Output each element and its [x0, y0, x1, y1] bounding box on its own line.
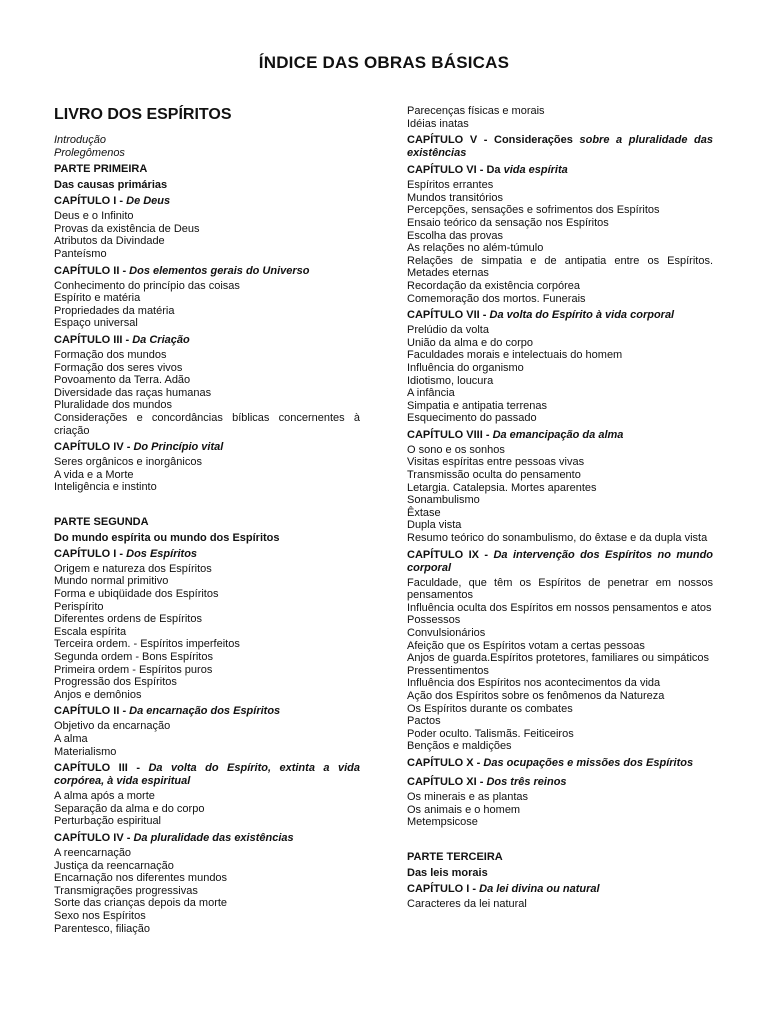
- chapter-items: [407, 324, 717, 425]
- chapter-heading: CAPÍTULO I - Dos Espíritos: [54, 547, 198, 560]
- list-item: Faculdade, que têm os Espíritos de penetrar em nossos pensamentos: [407, 576, 713, 602]
- list-item: Diversidade das raças humanas: [54, 386, 212, 399]
- list-item: Deus e o Infinito: [54, 210, 134, 223]
- list-item: Transmissão oculta do pensamento: [407, 469, 581, 482]
- chapter-items: [407, 791, 717, 829]
- list-item: Materialismo: [54, 745, 117, 758]
- list-item: Anjos de guarda.Espíritos protetores, familiares ou simpáticos: [407, 652, 710, 665]
- chapter-name: Da emancipação da alma: [492, 428, 624, 441]
- page-title: ÍNDICE DAS OBRAS BÁSICAS: [258, 53, 510, 72]
- chapter-name: Da pluralidade das existências: [133, 831, 294, 844]
- chapter-name: Da lei divina ou natural: [479, 882, 600, 895]
- list-item: Anjos e demônios: [54, 688, 142, 701]
- chapter-items: [407, 898, 717, 911]
- chapter-items: [54, 210, 364, 260]
- chapter-items: [407, 444, 717, 545]
- list-item: Considerações e concordâncias bíblicas concernentes à criação: [54, 411, 360, 437]
- chapter-name: De Deus: [126, 195, 171, 208]
- list-item: Os animais e o homem: [407, 803, 521, 816]
- chapter-heading: CAPÍTULO VIII - Da emancipação da alma: [407, 428, 624, 441]
- list-item: Mundos transitórios: [407, 191, 503, 204]
- list-item: Faculdades morais e intelectuais do homem: [407, 349, 623, 362]
- list-item: Possessos: [407, 614, 461, 627]
- chapter-label: CAPÍTULO V: [407, 134, 478, 147]
- chapter-name: Dos elementos gerais do Universo: [129, 264, 310, 277]
- list-item: As relações no além-túmulo: [407, 242, 544, 255]
- part-subtitle: Do mundo espírita ou mundo dos Espíritos: [54, 531, 280, 544]
- list-item: A infância: [407, 387, 455, 400]
- left-column: [54, 106, 364, 935]
- chapter-heading: CAPÍTULO XI - Dos três reinos: [407, 775, 567, 788]
- list-item: Caracteres da lei natural: [407, 897, 527, 910]
- list-item: Formação dos seres vivos: [54, 361, 183, 374]
- list-item: Idéias inatas: [407, 117, 469, 130]
- part-title: PARTE SEGUNDA: [54, 515, 149, 528]
- list-item: A alma após a morte: [54, 790, 155, 803]
- list-item: Terceira ordem. - Espíritos imperfeitos: [54, 638, 240, 651]
- list-item: Influência oculta dos Espíritos em nossos pensamentos e atos: [407, 601, 712, 614]
- list-item: União da alma e do corpo: [407, 336, 533, 349]
- list-item: Seres orgânicos e inorgânicos: [54, 456, 202, 469]
- list-item: Influência dos Espíritos nos acontecimentos da vida: [407, 677, 661, 690]
- list-item: Ensaio teórico da sensação nos Espíritos: [407, 216, 609, 229]
- list-item: Comemoração dos mortos. Funerais: [407, 292, 586, 305]
- part-subtitle: Das leis morais: [407, 866, 488, 879]
- list-item: Escala espírita: [54, 625, 127, 638]
- list-item: Prelúdio da volta: [407, 324, 489, 337]
- list-item: Sorte das crianças depois da morte: [54, 897, 228, 910]
- chapter-label: CAPÍTULO II: [54, 264, 120, 277]
- list-item: Povoamento da Terra. Adão: [54, 374, 191, 387]
- chapter-items: [54, 280, 364, 330]
- chapter-label: CAPÍTULO IV: [54, 441, 124, 454]
- chapter-label: CAPÍTULO VIII: [407, 428, 483, 441]
- chapter-items: [54, 790, 364, 828]
- chapter-heading: CAPÍTULO I - De Deus: [54, 195, 171, 208]
- list-item: Espaço universal: [54, 317, 138, 330]
- chapter-label: CAPÍTULO II: [54, 705, 120, 718]
- chapter-items: [54, 456, 364, 494]
- chapter-label: CAPÍTULO I: [54, 547, 117, 560]
- list-item: Visitas espíritas entre pessoas vivas: [407, 456, 585, 469]
- chapter-name: Da encarnação dos Espíritos: [129, 705, 281, 718]
- list-item: Relações de simpatia e de antipatia entre os Espíritos. Metades eternas: [407, 254, 713, 280]
- part-subtitle: Das causas primárias: [54, 179, 168, 192]
- list-item: Propriedades da matéria: [54, 304, 175, 317]
- chapter-name: vida espírita: [503, 164, 568, 177]
- chapter-label: CAPÍTULO IV: [54, 831, 124, 844]
- chapter-heading: CAPÍTULO II - Dos elementos gerais do Universo: [54, 264, 310, 277]
- list-item: Transmigrações progressivas: [54, 884, 198, 897]
- list-item: Êxtase: [407, 506, 441, 519]
- list-item: Origem e natureza dos Espíritos: [54, 562, 212, 575]
- chapter-name: sobre a pluralidade das existências: [407, 134, 713, 160]
- chapter-items: [54, 847, 364, 935]
- chapter-items: [54, 349, 364, 437]
- list-item: Progressão dos Espíritos: [54, 676, 177, 689]
- list-item: Os Espíritos durante os combates: [407, 702, 573, 715]
- list-item: Mundo normal primitivo: [54, 575, 169, 588]
- chapter-label: CAPÍTULO X: [407, 756, 474, 769]
- chapter-items: [54, 720, 364, 758]
- chapter-label: CAPÍTULO VI: [407, 164, 477, 177]
- list-item: Formação dos mundos: [54, 348, 167, 361]
- chapter-name: Dos três reinos: [486, 775, 567, 788]
- chapter-name: Da intervenção dos Espíritos no mundo corporal: [407, 548, 714, 574]
- list-item: Parecenças físicas e morais: [407, 105, 545, 117]
- chapter-heading: CAPÍTULO V - Considerações sobre a pluralidade das existências: [407, 134, 713, 160]
- list-item: Conhecimento do princípio das coisas: [54, 279, 240, 292]
- chapter-heading: CAPÍTULO IX - Da intervenção dos Espíritos no mundo corporal: [407, 548, 714, 574]
- list-item: Justiça da reencarnação: [54, 859, 174, 872]
- chapter-name: Da volta do Espírito, extinta a vida corpórea, à vida espiritual: [54, 762, 360, 788]
- chapter-label: CAPÍTULO III: [54, 762, 128, 775]
- list-item: Segunda ordem - Bons Espíritos: [54, 651, 213, 664]
- list-item: Os minerais e as plantas: [407, 790, 529, 803]
- chapter-heading: CAPÍTULO III - Da Criação: [54, 333, 190, 346]
- list-item: Primeira ordem - Espíritos puros: [54, 663, 213, 676]
- chapter-label: CAPÍTULO I: [54, 195, 117, 208]
- list-item: Encarnação nos diferentes mundos: [54, 872, 228, 885]
- intro-list: [54, 134, 364, 159]
- list-item: Pactos: [407, 715, 441, 728]
- list-item: Dupla vista: [407, 519, 462, 532]
- chapter-name: Do Princípio vital: [133, 441, 224, 454]
- list-item: A alma: [54, 733, 88, 745]
- list-item: Panteísmo: [54, 247, 107, 260]
- list-item: Simpatia e antipatia terrenas: [407, 399, 548, 412]
- list-item: Sexo nos Espíritos: [54, 909, 146, 922]
- list-item: Sonambulismo: [407, 494, 480, 507]
- list-item: A reencarnação: [54, 846, 132, 859]
- list-item: Separação da alma e do corpo: [54, 802, 205, 815]
- list-item: Idiotismo, loucura: [407, 374, 494, 387]
- part-title: PARTE TERCEIRA: [407, 850, 503, 863]
- list-item: Espírito e matéria: [54, 292, 141, 305]
- chapter-items: [407, 179, 717, 305]
- chapter-name: Dos Espíritos: [126, 547, 198, 560]
- intro-item: Prolegômenos: [54, 146, 125, 159]
- right-column: [407, 105, 717, 910]
- chapter-heading: CAPÍTULO IV - Do Princípio vital: [54, 441, 224, 454]
- chapter-heading: CAPÍTULO II - Da encarnação dos Espíritos: [54, 705, 281, 718]
- chapter-heading: CAPÍTULO I - Da lei divina ou natural: [407, 882, 600, 895]
- chapter-name: Da Criação: [132, 333, 190, 346]
- chapter-heading: CAPÍTULO VI - Da vida espírita: [407, 164, 568, 177]
- list-item: Provas da existência de Deus: [54, 222, 200, 235]
- list-item: Bençãos e maldições: [407, 740, 512, 753]
- chapter-heading: CAPÍTULO VII - Da volta do Espírito à vida corporal: [407, 309, 675, 322]
- list-item: Escolha das provas: [407, 229, 503, 242]
- chapter-heading: CAPÍTULO X - Das ocupações e missões dos Espíritos: [407, 756, 694, 769]
- chapter-items: [407, 105, 717, 130]
- chapter-heading: CAPÍTULO III - Da volta do Espírito, extinta a vida corpórea, à vida espiritual: [54, 762, 360, 788]
- chapter-label: CAPÍTULO I: [407, 882, 470, 895]
- chapter-items: [407, 577, 717, 753]
- list-item: Diferentes ordens de Espíritos: [54, 613, 202, 626]
- chapter-heading: CAPÍTULO IV - Da pluralidade das existências: [54, 831, 294, 844]
- list-item: Metempsicose: [407, 816, 478, 829]
- list-item: Perturbação espiritual: [54, 815, 162, 828]
- list-item: Forma e ubiqüidade dos Espíritos: [54, 588, 219, 601]
- list-item: Ação dos Espíritos sobre os fenômenos da Natureza: [407, 689, 665, 702]
- list-item: O sono e os sonhos: [407, 443, 505, 456]
- chapter-name: Das ocupações e missões dos Espíritos: [483, 756, 694, 769]
- list-item: Poder oculto. Talismãs. Feiticeiros: [407, 727, 574, 740]
- book-title: LIVRO DOS ESPÍRITOS: [54, 106, 232, 123]
- list-item: Parentesco, filiação: [54, 922, 150, 935]
- part-title: PARTE PRIMEIRA: [54, 163, 148, 176]
- list-item: Pressentimentos: [407, 664, 489, 677]
- list-item: Objetivo da encarnação: [54, 720, 171, 733]
- list-item: Resumo teórico do sonambulismo, do êxtase e da dupla vista: [407, 532, 708, 545]
- intro-item: Introdução: [54, 134, 106, 146]
- list-item: Afeição que os Espíritos votam a certas pessoas: [407, 639, 645, 652]
- list-item: Esquecimento do passado: [407, 412, 537, 425]
- chapter-label: CAPÍTULO IX: [407, 548, 480, 561]
- list-item: Convulsionários: [407, 627, 486, 639]
- chapter-name-plain: Da: [486, 164, 501, 177]
- list-item: Perispírito: [54, 600, 104, 613]
- chapter-name: Da volta do Espírito à vida corporal: [489, 309, 675, 322]
- chapter-items: [54, 563, 364, 702]
- list-item: Atributos da Divindade: [54, 235, 165, 248]
- list-item: Pluralidade dos mundos: [54, 399, 173, 412]
- list-item: Espíritos errantes: [407, 179, 494, 192]
- list-item: Percepções, sensações e sofrimentos dos Espíritos: [407, 204, 660, 217]
- list-item: Influência do organismo: [407, 361, 524, 374]
- chapter-label: CAPÍTULO III: [54, 333, 123, 346]
- list-item: Recordação da existência corpórea: [407, 279, 581, 292]
- chapter-label: CAPÍTULO VII: [407, 309, 480, 322]
- chapter-label: CAPÍTULO XI: [407, 775, 477, 788]
- list-item: Inteligência e instinto: [54, 481, 157, 494]
- chapter-name-plain: Considerações: [494, 134, 573, 147]
- list-item: Letargia. Catalepsia. Mortes aparentes: [407, 481, 597, 494]
- list-item: A vida e a Morte: [54, 468, 134, 481]
